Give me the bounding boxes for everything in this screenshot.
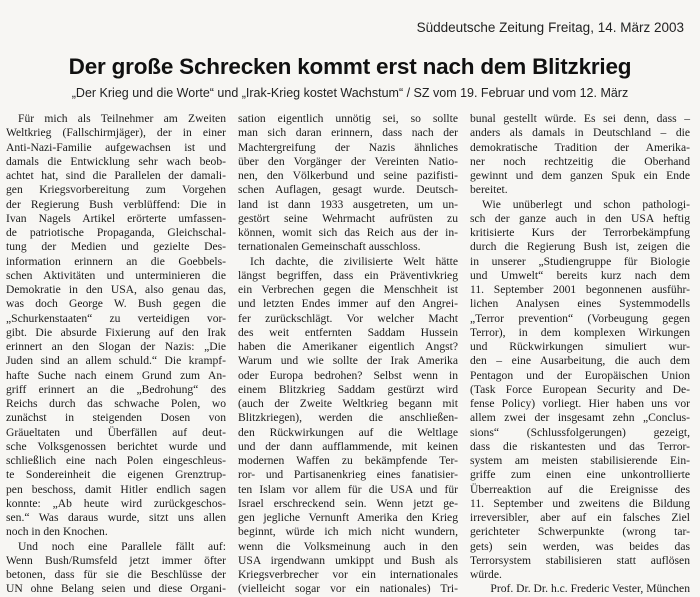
text-line: Terrorsystem stabilisieren statt auflösen [470,553,690,567]
text-line: schen Auflagen, gesagt wurde. Deutsch- [238,183,458,197]
text-line: und letzten Endes immer auf den Angrei- [238,297,458,311]
text-line: bereitet. [470,183,508,197]
text-line: hafte Suche nach einem Grund zum An- [6,368,226,382]
text-line: (Task Force European Security and De- [470,382,690,396]
source-line [417,20,684,35]
text-line: UN ohne Belang seien und diese Organi- [6,582,226,596]
text-line: kritisierte Kurs der Terrorbekämpfung [470,226,690,239]
text-line: zunächst in steigenden Dosen von [6,411,226,425]
text-line: Wie unüberlegt und schon pathologi- [482,197,690,211]
letter-author: Prof. Dr. Dr. h.c. Frederic Vester, München [490,582,690,596]
text-line: den Rückwirkungen auf die Weltlage [238,425,458,439]
text-line: der Regierung Bush verblüffend: Die in [6,197,226,211]
text-line: demokratische Tradition der Amerika- [470,140,690,154]
text-line: sche Volksgenossen berichtet wurde und [6,439,226,453]
text-line: modernen Waffen zu bekämpfende Ter- [238,454,458,467]
text-line: gets) sein werden, was beides das [470,539,690,553]
text-line: Weltkrieg (Fallschirmjäger), der in einer [6,126,226,140]
text-line: über den Vorgänger der Vereinten Natio- [238,154,458,168]
text-line: in unserer „Studiengruppe für Biologie [470,254,690,268]
text-line: „Terror prevention“ (Vorbeugung gegen [470,311,690,325]
text-line: Überreaktion auf die Ereignisse des [470,482,690,496]
text-line: achtet hat, sind die Parallelen der damali- [6,169,226,182]
text-line: sch der ganze auch in den USA heftig [470,211,690,225]
subline: „Der Krieg und die Worte“ und „Irak-Krieg kostet Wachstum“ / SZ vom 19. Februar und vom 12. März [71,86,629,100]
column-3 [470,112,690,596]
text-line: Ich dachte, die zivilisierte Welt hätte [250,254,458,268]
text-line: Juden sind an allem schuld.“ Die krampf- [6,354,226,368]
column-2 [238,112,458,596]
text-line: damals die Entwicklung sehr wach beob- [6,154,226,168]
text-line: Reichs durch das schwache Polen, wo [6,397,226,410]
text-line: information erinnern an die Goebbels- [6,254,226,268]
text-line: (vielleicht sogar vor ein nationales) Tri- [238,582,458,596]
publication-date: Freitag, 14. März 2003 [548,20,684,35]
text-line: ten Islam vor allem für die USA und für [238,482,458,496]
text-line: USA irgendwann umkippt und Bush als [238,553,458,567]
text-line: einem Blitzkrieg Saddam gestürzt wird [238,382,458,396]
text-line: Warum und wie sollte der Irak Amerika [238,354,458,368]
text-line: dass die riskantesten und das Terror- [470,439,690,453]
text-line: land ist dann 1933 ausgetreten, um un- [238,197,458,211]
text-line: Gräueltaten und Überfällen auf deut- [6,425,226,439]
text-line: würde. [470,568,502,581]
text-line: bunal gestellt würde. Es sei denn, dass – [470,112,690,125]
text-line: te Sondereinheit die eigenen Grenztrup- [6,468,226,482]
text-line: haben die Amerikaner eigentlich Angst? [238,340,458,353]
text-line: oder Europa bedrohen? Selbst wenn in [238,368,458,382]
text-line: Für mich als Teilnehmer am Zweiten [18,112,226,125]
text-line: fer zurückschlägt. Vor welcher Macht [238,311,458,325]
text-line: fense Policy) vorliegt. Hier haben uns vor [470,397,690,410]
text-line: können, womit sich das Reich aus der in- [238,226,458,239]
text-line: „Schurkenstaaten“ zu verteidigen vor- [6,311,226,325]
text-line: beginnt, würde ich mich nicht wundern, [238,525,458,539]
article-body [6,112,696,596]
text-line: gerichteter Schwerpunkte (wrong tar- [470,525,690,539]
text-line: irreversibler, aber auf ein falsches Ziel [470,511,690,524]
text-line: Ivan Nagels Artikel erörterte umfassen- [6,211,226,225]
text-line: erinnert an den Slogan der Nazis: „Die [6,340,226,353]
text-line: system am meisten stabilisierende Ein- [470,454,690,467]
text-line: Und noch eine Parallele fällt auf: [18,539,226,553]
text-line: man sich daran erinnern, dass nach der [238,126,458,140]
text-line: konnte: „Ab heute wird zurückgeschos- [6,496,226,510]
text-line: griffe zum einen eine unkontrollierte [470,468,690,482]
text-line: gen Kriegsvorbereitung zum Vorgehen [6,183,226,197]
text-line: wenn die Volksmeinung auch in den [238,539,458,553]
text-line: griff erinnert an die „Bedrohung“ des [6,382,226,396]
text-line: betonen, dass für sie die Beschlüsse der [6,568,226,581]
text-line: ror- und Partisanenkrieg eines fanatisier- [238,468,458,482]
text-line: pen beschoss, damit Hitler endlich sagen [6,482,226,496]
text-line: ein Verbrechen gegen die Menschheit ist [238,283,458,296]
text-line: ternationalen Gemeinschaft ausschloss. [238,240,421,254]
text-line: Kriegsverbrecher vor ein internationales [238,568,458,581]
text-line: sions“ (Schlussfolgerungen) gezeigt, [470,425,690,439]
headline: Der große Schrecken kommt erst nach dem Blitzkrieg [68,54,632,79]
text-line: allem zwei der insgesamt zehn „Conclus- [470,411,690,425]
text-line: sen.“ Was daraus wurde, sitzt uns allen [6,511,226,524]
text-line: lichen Analysen eines Systemmodells [470,297,690,311]
column-1 [6,112,226,596]
text-line: den – eine Ausarbeitung, die auch dem [470,354,690,368]
text-line: anders als damals in Deutschland – die [470,126,690,140]
text-line: was doch George W. Bush gegen die [6,297,226,311]
text-line: und der dann aufflammende, mit keinen [238,439,458,453]
text-line: des weit entfernten Saddam Hussein [238,325,458,339]
text-line: gibt. Die absurde Fixierung auf den Irak [6,325,226,339]
text-line: tung der Medien und gezielte Des- [6,240,226,254]
text-line: schließlich eine nach Polen eingeschleus- [6,454,226,467]
text-line: gestört seine Wehrmacht aufrüsten zu [238,211,458,225]
text-line: de patriotische Propaganda, Gleichschal- [6,226,226,239]
text-line: Anti-Nazi-Familie aufgewachsen ist und [6,140,226,154]
text-line: gen jegliche Vernunft Amerika den Krieg [238,511,458,524]
text-line: durch die Regierung Bush ist, zeigen die [470,240,690,254]
text-line: 11. September und zweitens die Bildung [470,496,690,510]
text-line: ner noch rechtzeitig die Oberhand [470,154,690,168]
text-line: Pentagon und der Europäischen Union [470,368,690,382]
text-line: Terror), in dem komplexen Wirkungen [470,325,690,339]
text-line: schen Aktivitäten und unterminieren die [6,268,226,282]
text-line: Israel erschreckend sein. Wenn jetzt ge- [238,496,458,510]
publication-name: Süddeutsche Zeitung [416,20,545,35]
text-line: noch in den Knochen. [6,525,108,539]
text-line: längst begriffen, dass ein Präventivkrieg [238,268,458,282]
text-line: und Rückwirkungen simuliert wur- [470,340,690,353]
text-line: und Umwelt“ bereits kurz nach dem [470,268,690,282]
text-line: nen, den Völkerbund und seine pazifisti- [238,169,458,182]
text-line: gewinnt und dem ganzen Spuk ein Ende [470,169,690,182]
text-line: Blitzkriegen), werden die anschließen- [238,411,458,425]
text-line: (auch der Zweite Weltkrieg begann mit [238,397,458,410]
text-line: Machtergreifung der Nazis ähnliches [238,140,458,154]
text-line: Demokratie in den USA, also genau das, [6,283,226,296]
text-line: 11. September 2001 begonnenen ausführ- [470,283,690,296]
text-line: Wenn Bush/Rumsfeld jetzt immer öfter [6,553,226,567]
text-line: sation eigentlich unnötig sei, so sollte [238,112,458,125]
